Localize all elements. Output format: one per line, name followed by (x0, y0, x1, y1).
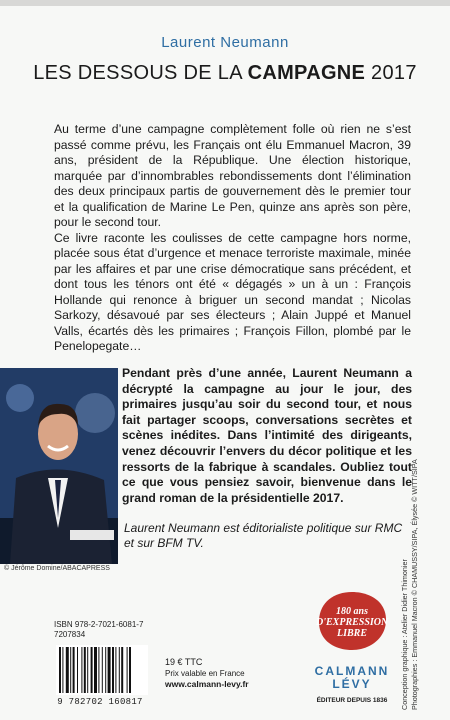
design-credits (400, 459, 440, 710)
publisher-website: www.calmann-levy.fr (165, 679, 249, 689)
photo-credit: © Jérôme Domine/ABACAPRESS (4, 565, 110, 572)
blurb-paragraph-2: Ce livre raconte les coulisses de cette campagne hors norme, placée sous état d’urgence et menace terroriste maximale, minée par les affaires et par une crise démocratique sans précédent, et dont tous les ténors ont été « dégagés » un à un : François Hollande qui renonce à briguer un second mandat ; Nicolas Sarkozy, désavoué par ses électeurs ; Alain Juppé et Manuel Valls, écartés dès les primaires ; François Fillon, plombé par le Penelopegate… (54, 230, 411, 353)
seal-text (316, 606, 388, 639)
top-edge (0, 0, 450, 6)
barcode-digits: 9 782702 160817 (57, 697, 143, 707)
blurb (54, 122, 411, 355)
seal-line-2: D'EXPRESSION (316, 617, 389, 628)
publisher-line-2: LÉVY (332, 677, 372, 691)
price-amount: 19 € TTC (165, 657, 203, 667)
seal-line-1: 180 ans (336, 606, 368, 617)
author-photo (0, 368, 118, 564)
blurb-paragraph-1: Au terme d’une campagne complètement folle où rien ne s’est passé comme prévu, les Français ont élu Emmanuel Macron, 39 ans, président de la République. Une élection historique, marquée par d’innombrables rebondissements dont l’élimination des deux principaux partis de gouvernement dès le premier tour et la qualification de Marine Le Pen, quinze ans après son père, pour le second tour. (54, 122, 411, 229)
author-name: Laurent Neumann (161, 34, 289, 51)
title-suffix: 2017 (365, 62, 417, 84)
price-block (165, 657, 249, 690)
isbn-code: 7207834 (54, 630, 86, 639)
price-note: Prix valable en France (165, 669, 245, 678)
anniversary-seal (316, 590, 388, 652)
book-title (0, 62, 450, 85)
seal-line-3: LIBRE (336, 628, 367, 639)
credits-line-2: Photographies : Emmanuel Macron © CHAMUSSY/SIPA, Élysée © WITT/SIPA (410, 459, 419, 710)
title-bold: CAMPAGNE (247, 62, 366, 84)
author-bio: Laurent Neumann est éditorialiste politique sur RMC et sur BFM TV. (124, 521, 403, 550)
title-prefix: LES DESSOUS DE LA (33, 62, 248, 84)
publisher-since: ÉDITEUR DEPUIS 1836 (316, 697, 388, 704)
credits-line-1: Conception graphique : Atelier Didier Thimonier (400, 559, 409, 710)
isbn-block (54, 620, 143, 640)
publisher-line-1: CALMANN (314, 664, 390, 678)
publisher-logo (304, 665, 400, 691)
barcode (56, 645, 148, 695)
feature-text: Pendant près d’une année, Laurent Neumann a décrypté la campagne au jour le jour, des primaires jusqu’au soir du second tour, et nous fait partager scoops, conversations secrètes et scènes inédites. Dans l’intimité des dirigeants, venez découvrir l’envers du décor politique et les ressorts de la fabrique à scandales. Oubliez tout ce que vous pensiez savoir, bienvenue dans le grand roman de la présidentielle 2017. (122, 366, 412, 505)
isbn-line: ISBN 978-2-7021-6081-7 (54, 620, 144, 629)
